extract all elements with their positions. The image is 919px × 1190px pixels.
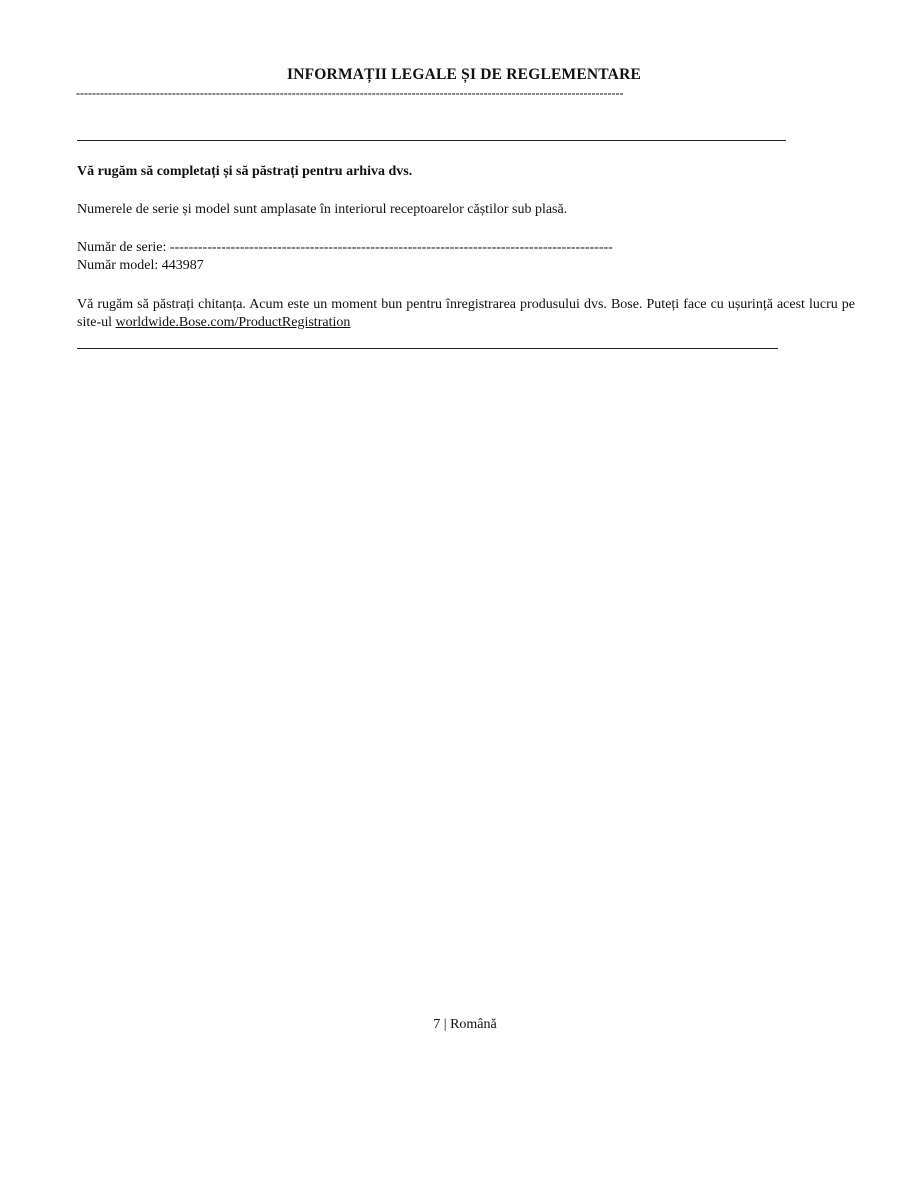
header-divider: ----------------------------------------------------------------------------------------------------------------------------------------- <box>76 86 624 100</box>
serial-number-label: Număr de serie: <box>77 240 167 255</box>
page-number: 7 <box>433 1017 441 1032</box>
page-title: INFORMAȚII LEGALE ȘI DE REGLEMENTARE <box>287 66 641 83</box>
model-number-line <box>77 257 204 275</box>
model-number-value: 443987 <box>161 258 204 273</box>
receipt-paragraph <box>77 296 855 332</box>
footer-separator: | <box>443 1017 447 1032</box>
model-number-label: Număr model: <box>77 258 159 273</box>
footer-language: Română <box>450 1017 497 1032</box>
section-bottom-rule <box>77 348 778 349</box>
section-title: Vă rugăm să completați și să păstrați pentru arhiva dvs. <box>77 164 413 179</box>
receipt-text: Vă rugăm să păstrați chitanța. Acum este un moment bun pentru înregistrarea produsului dvs. Bose. Puteți face cu ușurință acest lucru pe site-ul <box>77 297 855 330</box>
page-footer <box>0 1017 919 1033</box>
serial-location-text: Numerele de serie și model sunt amplasate în interiorul receptoarelor căștilor sub plasă. <box>77 202 568 217</box>
section-top-rule <box>77 140 786 141</box>
serial-number-line <box>77 239 717 257</box>
product-registration-link[interactable]: worldwide.Bose.com/ProductRegistration <box>115 315 351 330</box>
serial-number-field: ----------------------------------------------------------------------------------------------- <box>169 240 613 255</box>
